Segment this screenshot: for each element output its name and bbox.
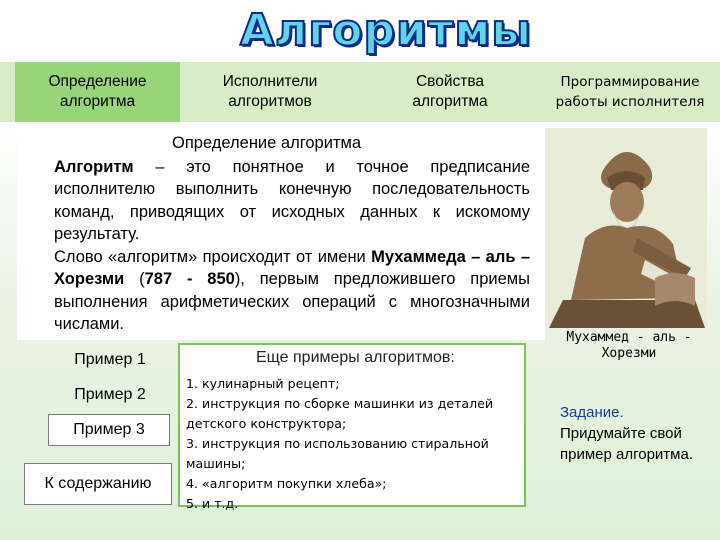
task-text: Придумайте свой пример алгоритма.: [560, 425, 694, 463]
example-2-button[interactable]: Пример 2: [74, 386, 146, 403]
examples-list: [186, 374, 516, 514]
list-item: 5. и т.д.: [186, 496, 239, 511]
caption-line2: Хорезми: [601, 346, 657, 361]
tab-algorithm-executors[interactable]: [190, 62, 350, 122]
definition-term: Алгоритм: [54, 158, 134, 176]
example-3-button[interactable]: Пример 3: [48, 414, 170, 446]
origin-text-3: ), первым предложившего приемы выполнения арифметических операций с многозначными числами.: [54, 270, 530, 333]
al-khwarizmi-portrait: [545, 128, 707, 328]
origin-name: Мухаммеда – аль – Хорезми: [54, 248, 530, 289]
contents-button[interactable]: К содержанию: [24, 463, 172, 505]
section-title: Определение алгоритма: [172, 134, 362, 152]
origin-text-1: Слово «алгоритм» происходит от имени: [54, 248, 372, 266]
tab-executor-programming[interactable]: [543, 62, 717, 122]
tab-algorithm-properties[interactable]: [370, 62, 530, 122]
task-label: Задание.: [560, 404, 624, 421]
caption-line1: Мухаммед - аль -: [566, 330, 692, 345]
tab-label-line1: Свойства: [415, 73, 485, 90]
tab-label-line1: Определение: [48, 73, 147, 90]
list-item: 1. кулинарный рецепт;: [186, 376, 340, 391]
list-item: 2. инструкция по сборке машинки из деталей детского конструктора;: [186, 396, 494, 431]
tab-label-line2: алгоритма: [412, 93, 488, 110]
tab-label-line2: работы исполнителя: [555, 94, 705, 110]
origin-text-2: (: [124, 270, 145, 289]
tab-label-line2: алгоритма: [59, 93, 136, 110]
tab-label-line1: Программирование: [560, 74, 700, 90]
tab-label-line1: Исполнители: [222, 73, 318, 90]
origin-years: 787 - 850: [144, 270, 235, 289]
task-block: [560, 402, 710, 465]
origin-paragraph: [54, 246, 530, 335]
tab-label-line2: алгоритмов: [228, 93, 312, 110]
portrait-caption: [548, 330, 710, 362]
definition-paragraph: [54, 156, 530, 245]
list-item: 4. «алгоритм покупки хлеба»;: [186, 476, 387, 491]
tab-algorithm-definition[interactable]: [15, 62, 180, 122]
page-title: Алгоритмы: [240, 5, 533, 56]
example-1-button[interactable]: Пример 1: [74, 351, 146, 368]
definition-text: – это понятное и точное предписание исполнителю выполнить конечную последовательность команд, приводящих от исходных данных к искомому результату.: [54, 158, 530, 243]
examples-title: Еще примеры алгоритмов:: [256, 349, 455, 366]
list-item: 3. инструкция по использованию стиральной машины;: [186, 436, 489, 471]
